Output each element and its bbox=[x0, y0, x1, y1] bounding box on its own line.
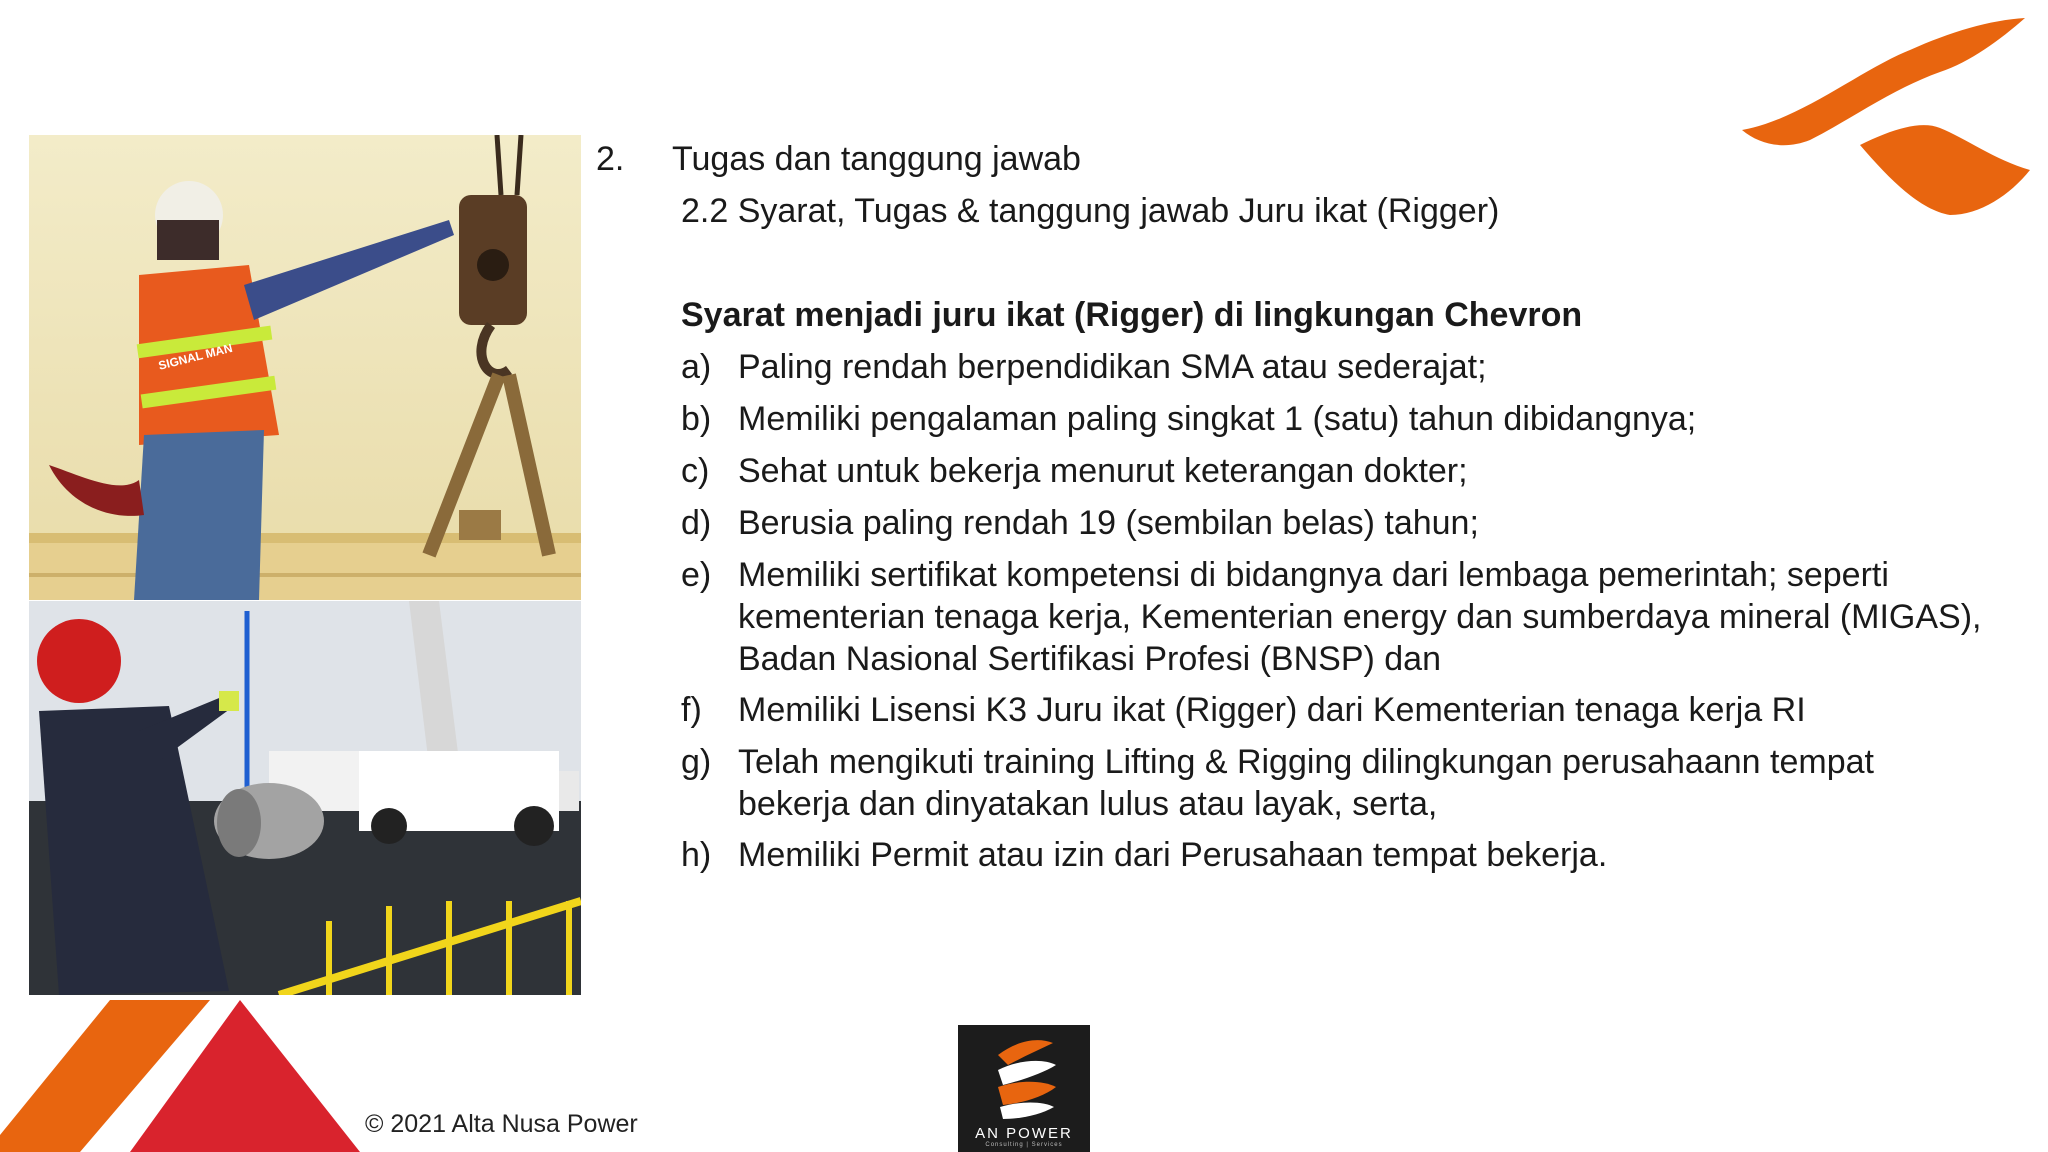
list-item bbox=[681, 346, 1991, 388]
badge-sub: Consulting | Services bbox=[985, 1142, 1063, 1148]
corner-decoration-icon bbox=[0, 990, 360, 1152]
section-number: 2. bbox=[596, 140, 625, 178]
list-marker: g) bbox=[681, 743, 712, 781]
list-marker: e) bbox=[681, 556, 712, 594]
photo-rigger-crane bbox=[29, 601, 581, 995]
an-power-badge bbox=[958, 1025, 1090, 1152]
list-marker: f) bbox=[681, 691, 702, 729]
list-item bbox=[681, 554, 1991, 680]
list-item bbox=[681, 450, 1991, 492]
badge-label: AN POWER bbox=[975, 1125, 1073, 1142]
list-item bbox=[681, 502, 1991, 544]
requirements-heading: Syarat menjadi juru ikat (Rigger) di lingkungan Chevron bbox=[681, 296, 1583, 334]
list-marker: b) bbox=[681, 400, 712, 438]
list-text: Paling rendah berpendidikan SMA atau sederajat; bbox=[738, 348, 1487, 386]
list-marker: d) bbox=[681, 504, 712, 542]
section-title: Tugas dan tanggung jawab bbox=[672, 140, 1081, 178]
list-marker: h) bbox=[681, 836, 712, 874]
subsection-title: 2.2 Syarat, Tugas & tanggung jawab Juru ikat (Rigger) bbox=[681, 192, 1500, 230]
list-item bbox=[681, 689, 1991, 731]
vest-label: SIGNAL MAN bbox=[156, 340, 234, 373]
photo-signal-man bbox=[29, 135, 581, 600]
list-marker: a) bbox=[681, 348, 712, 386]
list-text: Memiliki pengalaman paling singkat 1 (satu) tahun dibidangnya; bbox=[738, 400, 1697, 438]
an-power-logo-icon bbox=[958, 1025, 1090, 1125]
list-item bbox=[681, 741, 1991, 825]
list-text: Memiliki sertifikat kompetensi di bidangnya dari lembaga pemerintah; seperti kementerian tenaga kerja, Kementerian energy dan sumberdaya mineral (MIGAS), Badan Nasional Sertifikasi Profesi (BNSP) dan bbox=[738, 556, 1982, 678]
list-item bbox=[681, 834, 1991, 876]
list-text: Telah mengikuti training Lifting & Rigging dilingkungan perusahaann tempat bekerja dan dinyatakan lulus atau layak, serta, bbox=[738, 743, 1874, 823]
list-text: Berusia paling rendah 19 (sembilan belas) tahun; bbox=[738, 504, 1479, 542]
list-text: Memiliki Lisensi K3 Juru ikat (Rigger) dari Kementerian tenaga kerja RI bbox=[738, 691, 1806, 729]
list-item bbox=[681, 398, 1991, 440]
list-marker: c) bbox=[681, 452, 710, 490]
list-text: Sehat untuk bekerja menurut keterangan dokter; bbox=[738, 452, 1468, 490]
list-text: Memiliki Permit atau izin dari Perusahaan tempat bekerja. bbox=[738, 836, 1608, 874]
company-logo-mark-icon bbox=[1740, 10, 2040, 220]
copyright-text: © 2021 Alta Nusa Power bbox=[365, 1110, 638, 1138]
